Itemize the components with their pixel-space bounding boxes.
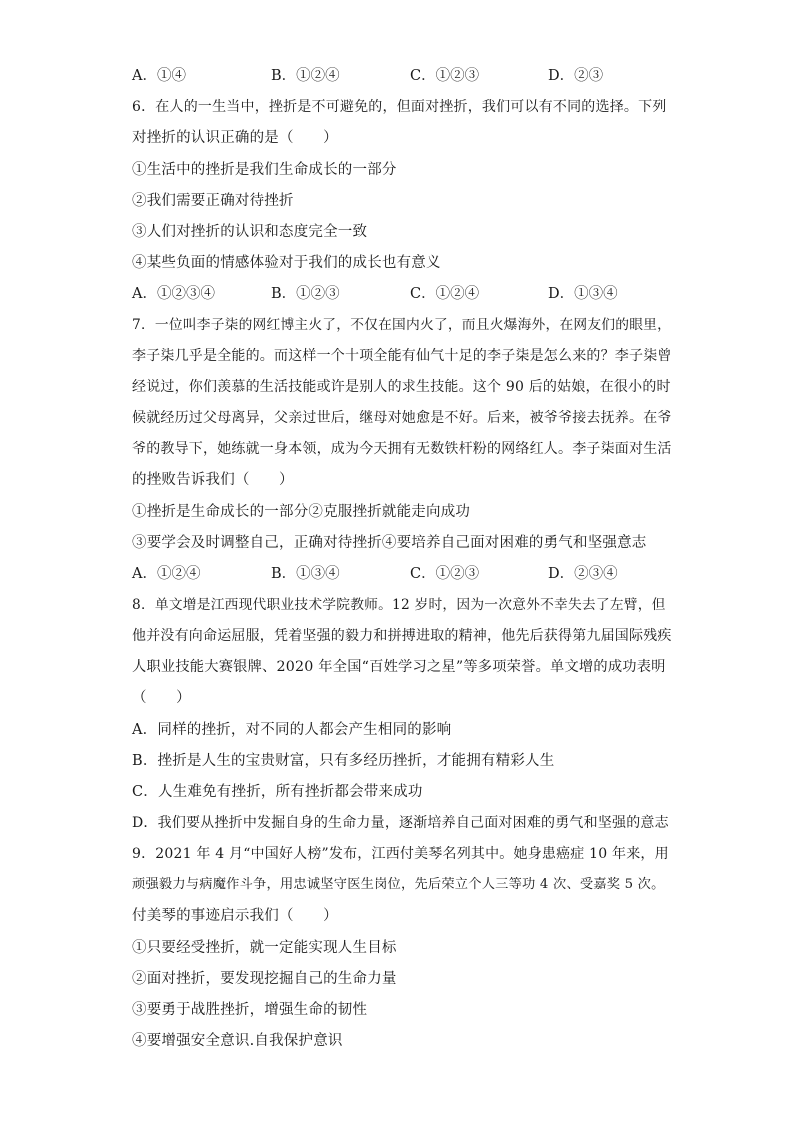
q6-stem-line-1: 6．在人的一生当中，挫折是不可避免的，但面对挫折，我们可以有不同的选择。下列 bbox=[132, 99, 667, 115]
q8-stem-line-3: 人职业技能大赛银牌、2020 年全国“百姓学习之星”等多项荣誉。单文增的成功表明 bbox=[132, 659, 666, 675]
q8-choice-a: A．同样的挫折，对不同的人都会产生相同的影响 bbox=[132, 722, 452, 738]
q8-stem-line-4: （ ） bbox=[132, 690, 191, 706]
q9-item-2: ②面对挫折，要发现挖掘自己的生命力量 bbox=[132, 971, 397, 987]
q6-item-3: ③人们对挫折的认识和态度完全一致 bbox=[132, 224, 368, 240]
q6-option-c: C．①②④ bbox=[410, 286, 480, 302]
q6-options bbox=[132, 284, 672, 304]
q9-stem-line-1: 9．2021 年 4 月“中国好人榜”发布，江西付美琴名列其中。她身患癌症 10 年来，用 bbox=[132, 846, 669, 862]
q5-option-a: A．①④ bbox=[132, 68, 186, 84]
q6-item-4: ④某些负面的情感体验对于我们的成长也有意义 bbox=[132, 255, 441, 271]
q7-stem-line-6: 的挫败告诉我们（ ） bbox=[132, 472, 294, 488]
q6-option-a: A．①②③④ bbox=[132, 286, 215, 302]
q6-stem-line-2: 对挫折的认识正确的是（ ） bbox=[132, 130, 338, 146]
q9-item-4: ④要增强安全意识.自我保护意识 bbox=[132, 1033, 343, 1049]
q5-option-c: C．①②③ bbox=[410, 68, 480, 84]
q7-option-b: B．①③④ bbox=[271, 566, 340, 582]
q5-option-b: B．①②④ bbox=[271, 68, 340, 84]
q7-option-c: C．①②③ bbox=[410, 566, 480, 582]
q9-item-1: ①只要经受挫折，就一定能实现人生目标 bbox=[132, 940, 397, 956]
q9-item-3: ③要勇于战胜挫折，增强生命的韧性 bbox=[132, 1002, 368, 1018]
q5-option-d: D．②③ bbox=[548, 68, 604, 84]
q7-options bbox=[132, 564, 672, 584]
q9-stem-line-3: 付美琴的事迹启示我们（ ） bbox=[132, 908, 338, 924]
q6-option-b: B．①②③ bbox=[271, 286, 340, 302]
q7-option-d: D．②③④ bbox=[548, 566, 618, 582]
q7-stem-line-3: 经说过，你们羡慕的生活技能或许是别人的求生技能。这个 90 后的姑娘，在很小的时 bbox=[132, 379, 671, 395]
q8-stem-line-1: 8．单文增是江西现代职业技术学院教师。12 岁时，因为一次意外不幸失去了左臂，但 bbox=[132, 597, 666, 613]
q8-choice-c: C．人生难免有挫折，所有挫折都会带来成功 bbox=[132, 784, 423, 800]
q7-option-a: A．①②④ bbox=[132, 566, 201, 582]
q8-choice-b: B．挫折是人生的宝贵财富，只有多经历挫折，才能拥有精彩人生 bbox=[132, 753, 555, 769]
q6-item-2: ②我们需要正确对待挫折 bbox=[132, 193, 294, 209]
q7-stem-line-1: 7．一位叫李子柒的网红博主火了，不仅在国内火了，而且火爆海外，在网友们的眼里， bbox=[132, 317, 672, 333]
q7-stem-line-5: 爷的教导下，她练就一身本领，成为今天拥有无数铁杆粉的网络红人。李子柒面对生活 bbox=[132, 441, 672, 457]
q7-stem-line-4: 候就经历过父母离异，父亲过世后，继母对她愈是不好。后来，被爷爷接去抚养。在爷 bbox=[132, 410, 672, 426]
q8-choice-d: D．我们要从挫折中发掘自身的生命力量，逐渐培养自己面对困难的勇气和坚强的意志 bbox=[132, 815, 669, 831]
q7-item-2: ③要学会及时调整自己，正确对待挫折④要培养自己面对困难的勇气和坚强意志 bbox=[132, 535, 647, 551]
q5-options bbox=[132, 66, 672, 86]
q7-item-1: ①挫折是生命成长的一部分②克服挫折就能走向成功 bbox=[132, 504, 471, 520]
q8-stem-line-2: 他并没有向命运屈服，凭着坚强的毅力和拼搏进取的精神，他先后获得第九届国际残疾 bbox=[132, 628, 672, 644]
q9-stem-line-2: 顽强毅力与病魔作斗争，用忠诚坚守医生岗位，先后荣立个人三等功 4 次、受嘉奖 5 次。 bbox=[132, 877, 665, 892]
q7-stem-line-2: 李子柒几乎是全能的。而这样一个十项全能有仙气十足的李子柒是怎么来的？李子柒曾 bbox=[132, 348, 672, 364]
q6-option-d: D．①③④ bbox=[548, 286, 618, 302]
q6-item-1: ①生活中的挫折是我们生命成长的一部分 bbox=[132, 162, 397, 178]
